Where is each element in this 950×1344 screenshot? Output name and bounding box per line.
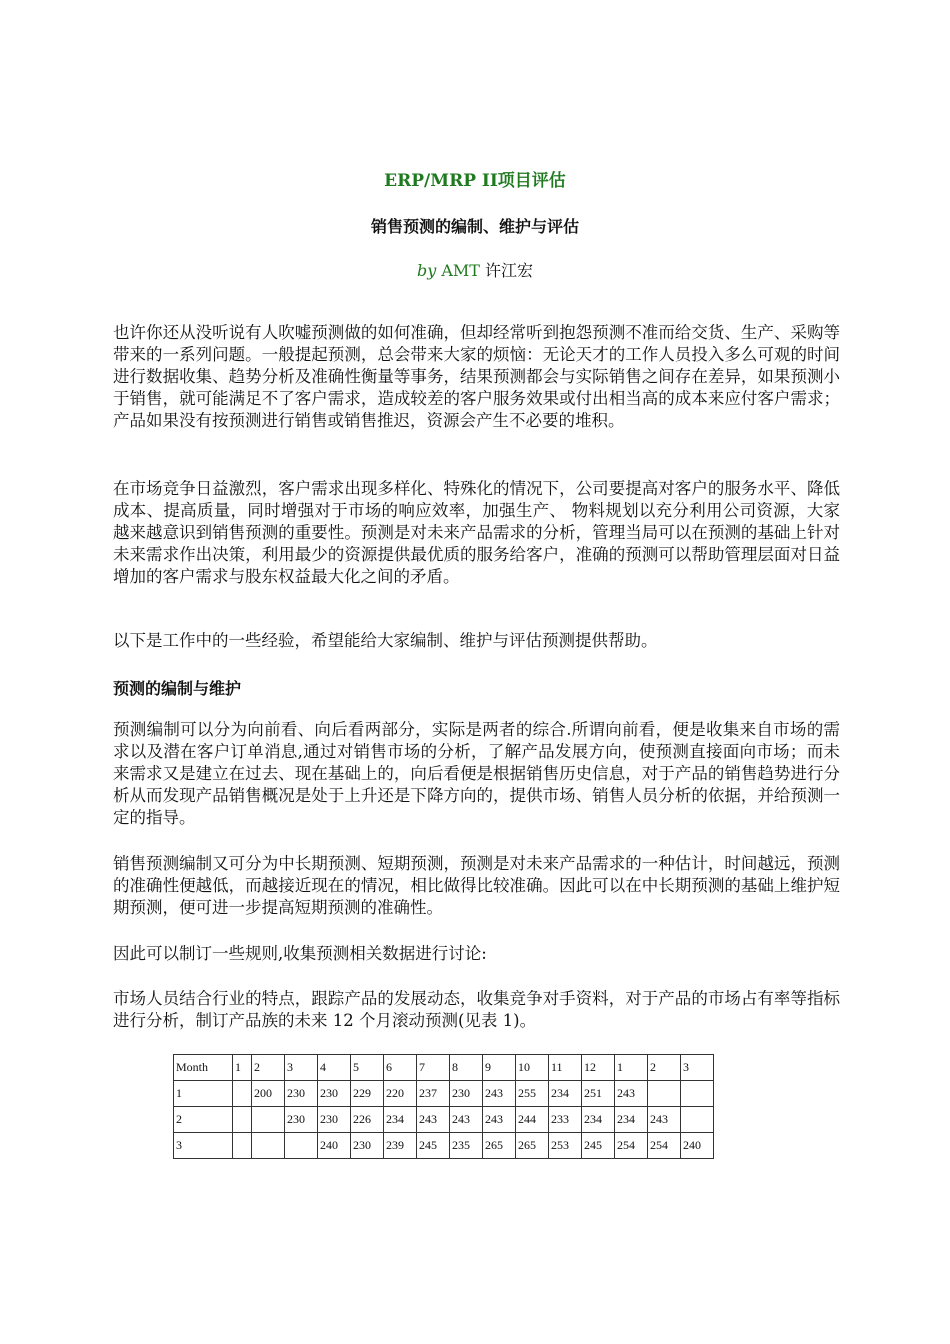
table-cell: 243 (648, 1107, 681, 1133)
table-cell: 244 (516, 1107, 549, 1133)
table-cell: 230 (450, 1081, 483, 1107)
table-cell: 2 (174, 1107, 233, 1133)
byline-by: by (416, 261, 437, 280)
table-cell (681, 1081, 714, 1107)
table-cell (233, 1107, 252, 1133)
table-header-cell: 12 (582, 1055, 615, 1081)
paragraph-5: 销售预测编制又可分为中长期预测、短期预测，预测是对未来产品需求的一种估计，时间越远，预测的准确性便越低，而越接近现在的情况，相比做得比较准确。因此可以在中长期预测的基础上维护短期预测，便可进一步提高短期预测的准确性。 (113, 854, 840, 917)
table-cell: 243 (417, 1107, 450, 1133)
table-cell: 251 (582, 1081, 615, 1107)
table-cell: 235 (450, 1133, 483, 1159)
table-cell: 245 (582, 1133, 615, 1159)
table-header-cell: 3 (285, 1055, 318, 1081)
table-row (174, 1133, 714, 1159)
table-cell (252, 1133, 285, 1159)
paragraph-2: 在市场竞争日益激烈，客户需求出现多样化、特殊化的情况下，公司要提高对客户的服务水平、降低成本、提高质量，同时增强对于市场的响应效率，加强生产、 物料规划以充分利用公司资源，大家越来越意识到销售预测的重要性。预测是对未来产品需求的分析，管理当局可以在预测的基础上针对未来需求作出决策，利用最少的资源提供最优质的服务给客户，准确的预测可以帮助管理层面对日益增加的客户需求与股东权益最大化之间的矛盾。 (113, 479, 840, 586)
table-header-cell: 7 (417, 1055, 450, 1081)
table-header-cell: 3 (681, 1055, 714, 1081)
table-cell: 3 (174, 1133, 233, 1159)
document-title: ERP/MRP II项目评估 (384, 171, 566, 191)
table-cell: 233 (549, 1107, 582, 1133)
table-cell: 253 (549, 1133, 582, 1159)
table-cell: 265 (483, 1133, 516, 1159)
table-cell: 229 (351, 1081, 384, 1107)
document-subtitle: 销售预测的编制、维护与评估 (370, 217, 579, 236)
table-header-cell: 2 (648, 1055, 681, 1081)
table-cell: 240 (681, 1133, 714, 1159)
table-cell (252, 1107, 285, 1133)
table-cell (285, 1133, 318, 1159)
table-cell: 234 (384, 1107, 417, 1133)
byline-author: 许江宏 (485, 261, 534, 280)
table-header-cell: 11 (549, 1055, 582, 1081)
paragraph-7: 市场人员结合行业的特点，跟踪产品的发展动态，收集竞争对手资料，对于产品的市场占有率等指标进行分析，制订产品族的未来 12 个月滚动预测(见表 1)。 (113, 989, 840, 1030)
table-cell: 243 (615, 1081, 648, 1107)
section-heading: 预测的编制与维护 (113, 679, 242, 698)
table-cell: 254 (648, 1133, 681, 1159)
table-header-cell: 1 (615, 1055, 648, 1081)
table-header-cell: 1 (233, 1055, 252, 1081)
paragraph-1: 也许你还从没听说有人吹嘘预测做的如何准确，但却经常听到抱怨预测不准而给交货、生产、采购等带来的一系列问题。一般提起预测，总会带来大家的烦恼：无论天才的工作人员投入多么可观的时间进行数据收集、趋势分析及准确性衡量等事务，结果预测都会与实际销售之间存在差异，如果预测小于销售，就可能满足不了客户需求，造成较差的客户服务效果或付出相当高的成本来应付客户需求；产品如果没有按预测进行销售或销售推迟，资源会产生不必要的堆积。 (113, 323, 840, 430)
paragraph-4: 预测编制可以分为向前看、向后看两部分，实际是两者的综合.所谓向前看，便是收集来自市场的需求以及潜在客户订单消息,通过对销售市场的分析，了解产品发展方向，使预测直接面向市场；而未来需求又是建立在过去、现在基础上的，向后看便是根据销售历史信息，对于产品的销售趋势进行分析从而发现产品销售概况是处于上升还是下降方向的，提供市场、销售人员分析的依据，并给预测一定的指导。 (113, 720, 840, 827)
table-cell: 230 (285, 1081, 318, 1107)
forecast-table (173, 1054, 714, 1159)
table-cell: 237 (417, 1081, 450, 1107)
table-cell: 226 (351, 1107, 384, 1133)
table-cell: 243 (483, 1081, 516, 1107)
table-cell: 239 (384, 1133, 417, 1159)
table-header-cell: 8 (450, 1055, 483, 1081)
table-cell: 200 (252, 1081, 285, 1107)
table-cell: 1 (174, 1081, 233, 1107)
table-cell: 255 (516, 1081, 549, 1107)
table-cell: 243 (450, 1107, 483, 1133)
table-cell: 230 (318, 1107, 351, 1133)
table-cell: 220 (384, 1081, 417, 1107)
table-cell: 230 (318, 1081, 351, 1107)
table-cell: 245 (417, 1133, 450, 1159)
table-cell: 230 (351, 1133, 384, 1159)
table-cell (681, 1107, 714, 1133)
byline-org: AMT (441, 261, 480, 280)
byline (0, 258, 950, 281)
table-row (174, 1081, 714, 1107)
table-cell: 230 (285, 1107, 318, 1133)
table-cell: 234 (549, 1081, 582, 1107)
paragraph-3: 以下是工作中的一些经验，希望能给大家编制、维护与评估预测提供帮助。 (113, 631, 658, 650)
table-cell (233, 1133, 252, 1159)
table-header-row (174, 1055, 714, 1081)
paragraph-6: 因此可以制订一些规则,收集预测相关数据进行讨论: (113, 944, 487, 963)
table-cell: 234 (582, 1107, 615, 1133)
table-cell: 265 (516, 1133, 549, 1159)
table-cell: 254 (615, 1133, 648, 1159)
table-header-cell: Month (174, 1055, 233, 1081)
table-header-cell: 4 (318, 1055, 351, 1081)
table-cell: 234 (615, 1107, 648, 1133)
table-cell (648, 1081, 681, 1107)
table-header-cell: 2 (252, 1055, 285, 1081)
table-header-cell: 5 (351, 1055, 384, 1081)
table-header-cell: 6 (384, 1055, 417, 1081)
table-row (174, 1107, 714, 1133)
table-header-cell: 10 (516, 1055, 549, 1081)
table-cell: 240 (318, 1133, 351, 1159)
table-cell: 243 (483, 1107, 516, 1133)
table-cell (233, 1081, 252, 1107)
table-header-cell: 9 (483, 1055, 516, 1081)
